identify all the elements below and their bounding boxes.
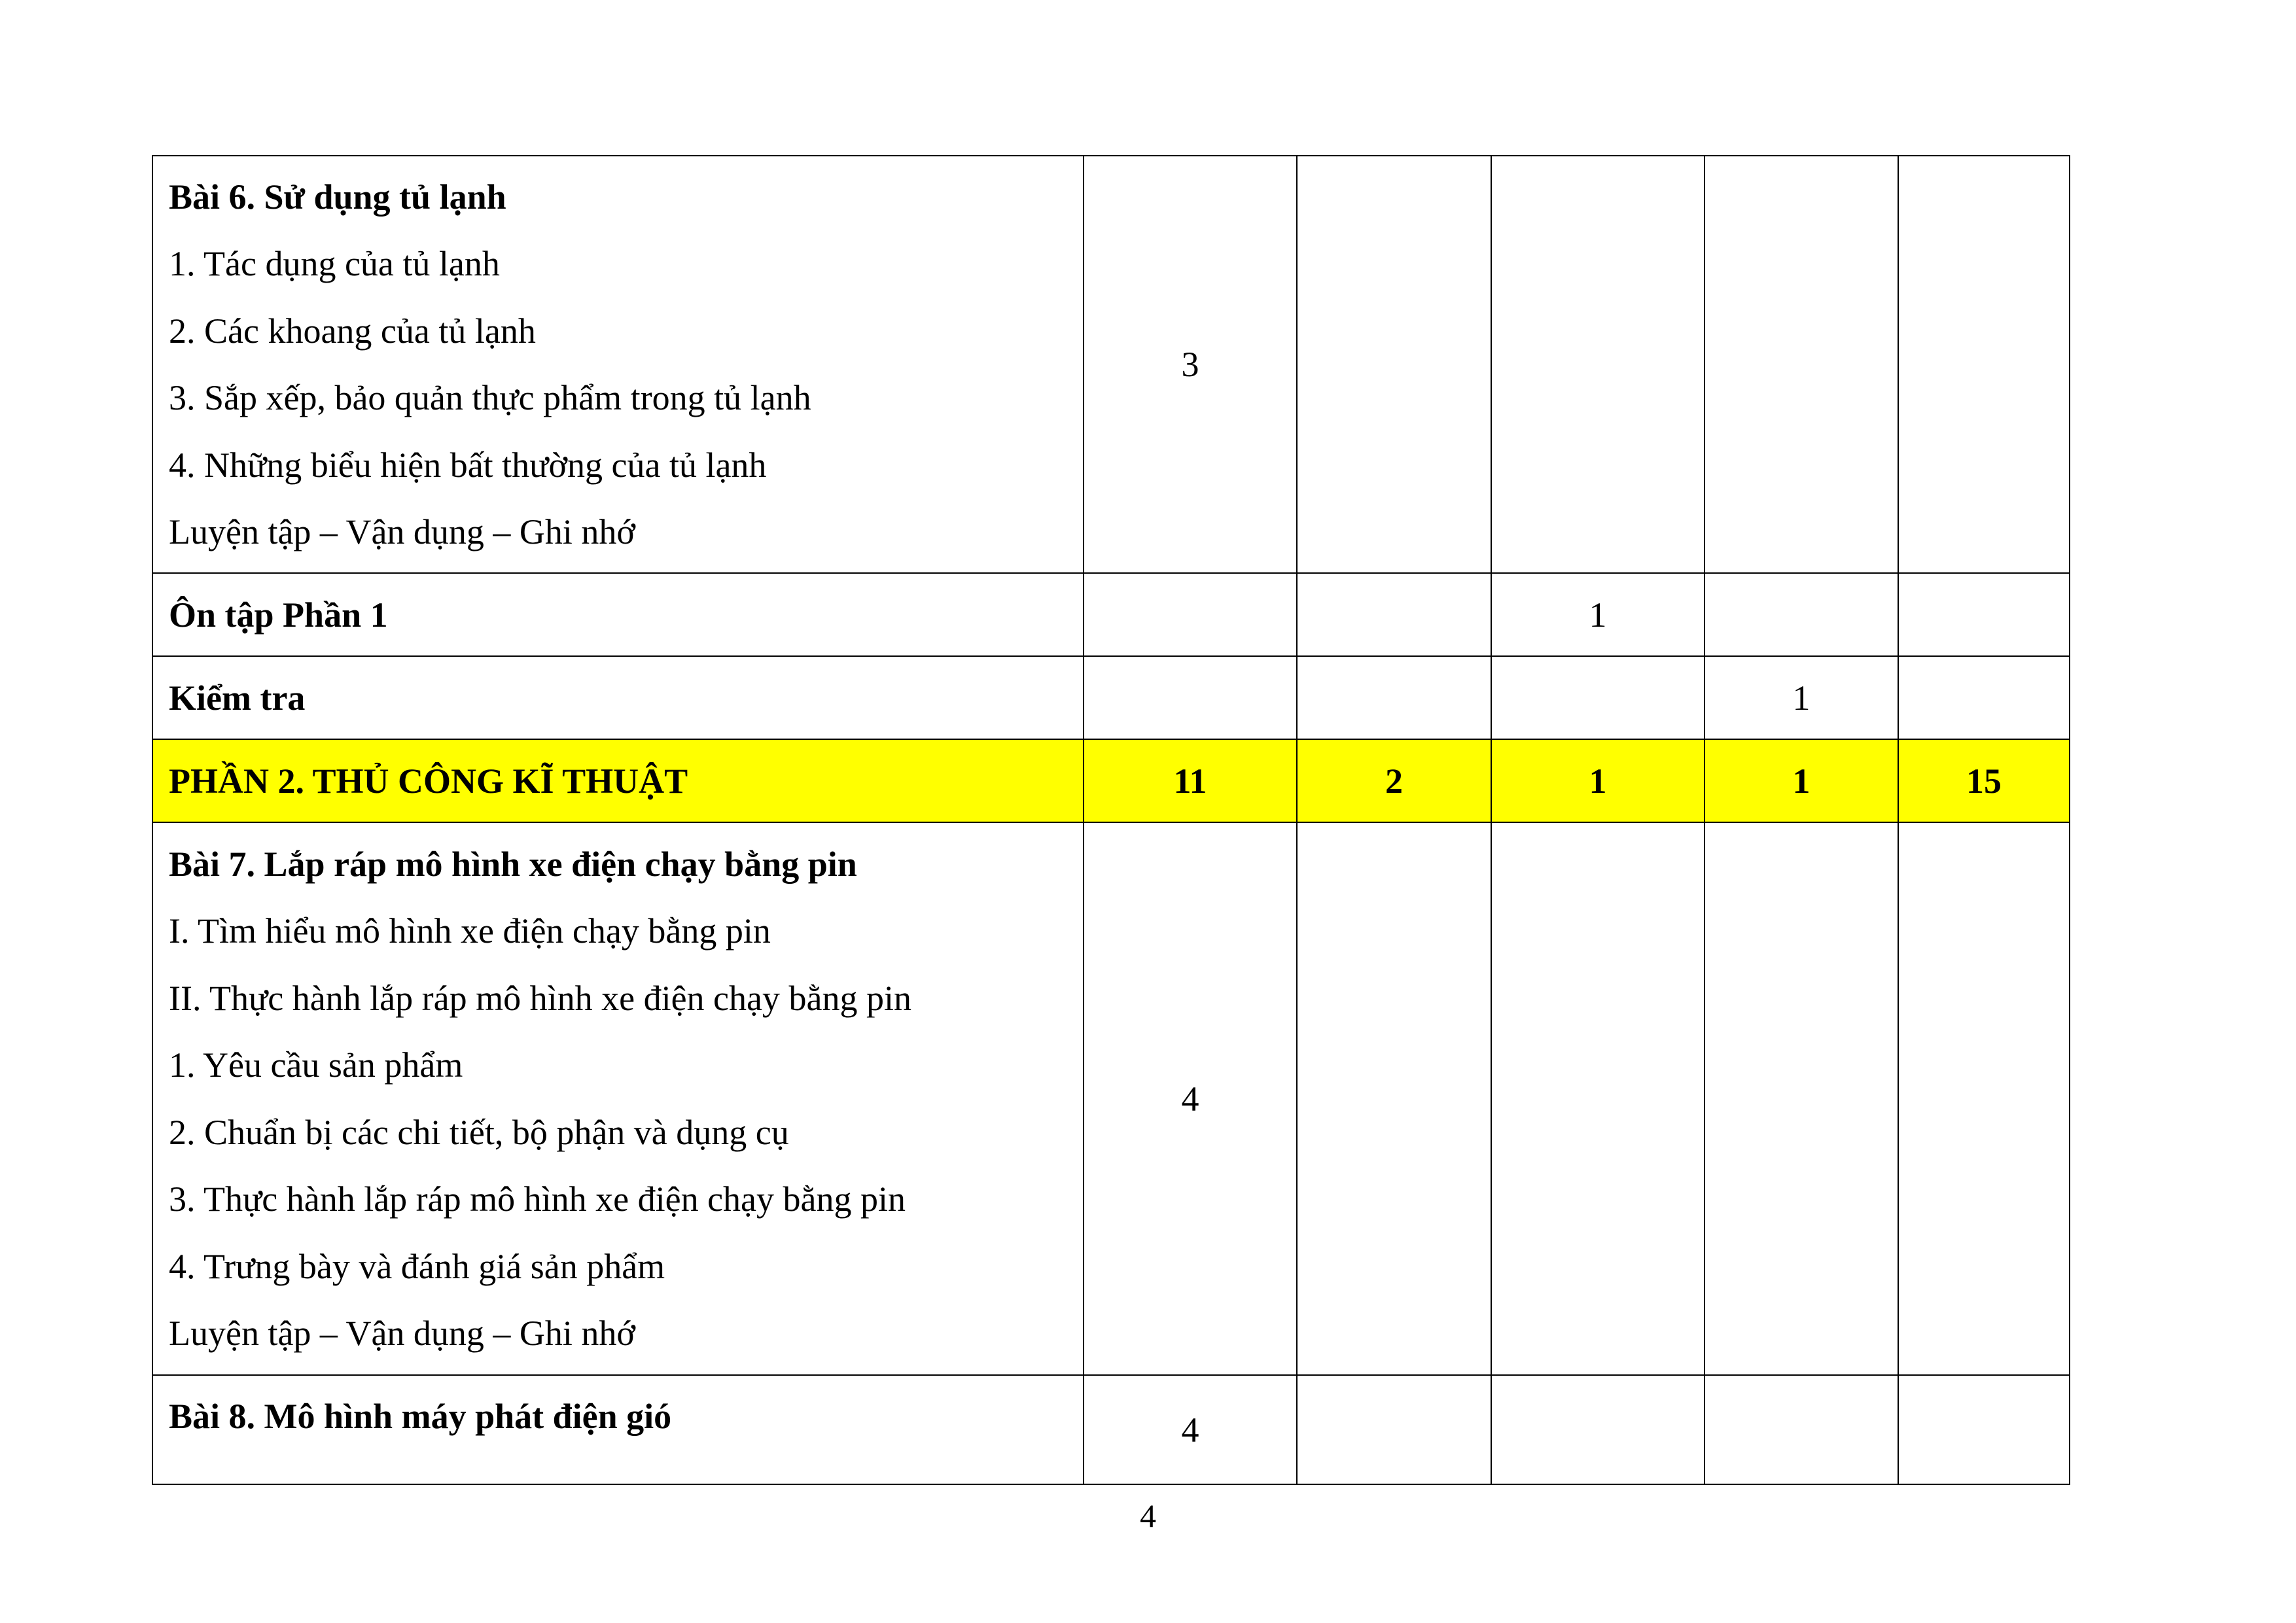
- table-row-bai-7: [152, 822, 2070, 1375]
- value-cell: [1084, 573, 1297, 656]
- value-cell: [1898, 1375, 2070, 1484]
- lesson-item: 3. Sắp xếp, bảo quản thực phẩm trong tủ lạnh: [169, 378, 811, 417]
- page-number: 4: [1140, 1497, 1156, 1534]
- value-cell: 4: [1084, 1375, 1297, 1484]
- value-cell: [1084, 656, 1297, 739]
- value-cell: [1297, 1375, 1491, 1484]
- lesson-item: 4. Trưng bày và đánh giá sản phẩm: [169, 1246, 665, 1286]
- lesson-title: Bài 6. Sử dụng tủ lạnh: [169, 177, 506, 217]
- lesson-content-cell: [152, 1375, 1084, 1484]
- lesson-item: 3. Thực hành lắp ráp mô hình xe điện chạy bằng pin: [169, 1179, 906, 1219]
- value-cell: [1297, 656, 1491, 739]
- table-row-bai-8: [152, 1375, 2070, 1484]
- value-cell: 4: [1084, 822, 1297, 1375]
- lesson-plan-table: [152, 155, 2070, 1485]
- value-cell: [1491, 822, 1704, 1375]
- lesson-title: Bài 8. Mô hình máy phát điện gió: [169, 1397, 672, 1436]
- value-cell: 1: [1704, 656, 1898, 739]
- lesson-content-cell: [152, 822, 1084, 1375]
- value-cell: 3: [1084, 156, 1297, 573]
- value-cell: [1898, 656, 2070, 739]
- value-cell: [1491, 156, 1704, 573]
- value-cell: [1491, 656, 1704, 739]
- value-cell: [1297, 822, 1491, 1375]
- value-cell: [1297, 573, 1491, 656]
- lesson-item: 4. Những biểu hiện bất thường của tủ lạnh: [169, 445, 767, 485]
- value-cell: [1704, 156, 1898, 573]
- table-row-kiem-tra: [152, 656, 2070, 739]
- lesson-item: 1. Yêu cầu sản phẩm: [169, 1045, 463, 1085]
- lesson-item: 2. Các khoang của tủ lạnh: [169, 311, 536, 351]
- value-cell: 1: [1491, 739, 1704, 822]
- value-cell: [1898, 156, 2070, 573]
- lesson-item: II. Thực hành lắp ráp mô hình xe điện chạy bằng pin: [169, 978, 911, 1018]
- lesson-item: Luyện tập – Vận dụng – Ghi nhớ: [169, 1314, 635, 1353]
- value-cell: 1: [1491, 573, 1704, 656]
- lesson-item: 1. Tác dụng của tủ lạnh: [169, 244, 500, 283]
- lesson-title: Kiểm tra: [152, 656, 1084, 739]
- value-cell: [1898, 573, 2070, 656]
- value-cell: [1491, 1375, 1704, 1484]
- value-cell: [1704, 822, 1898, 1375]
- value-cell: [1898, 822, 2070, 1375]
- lesson-title: Bài 7. Lắp ráp mô hình xe điện chạy bằng pin: [169, 844, 857, 884]
- lesson-item: Luyện tập – Vận dụng – Ghi nhớ: [169, 512, 635, 551]
- value-cell: 1: [1704, 739, 1898, 822]
- value-cell: [1704, 573, 1898, 656]
- lesson-item: I. Tìm hiểu mô hình xe điện chạy bằng pin: [169, 911, 771, 951]
- lesson-item: 2. Chuẩn bị các chi tiết, bộ phận và dụng cụ: [169, 1112, 789, 1152]
- lesson-title: Ôn tập Phần 1: [152, 573, 1084, 656]
- section-title: PHẦN 2. THỦ CÔNG KĨ THUẬT: [152, 739, 1084, 822]
- value-cell: [1297, 156, 1491, 573]
- value-cell: 2: [1297, 739, 1491, 822]
- value-cell: 11: [1084, 739, 1297, 822]
- lesson-content-cell: [152, 156, 1084, 573]
- value-cell: [1704, 1375, 1898, 1484]
- table-row-section-phan-2: [152, 739, 2070, 822]
- table-row-on-tap: [152, 573, 2070, 656]
- table-row-bai-6: [152, 156, 2070, 573]
- value-cell: 15: [1898, 739, 2070, 822]
